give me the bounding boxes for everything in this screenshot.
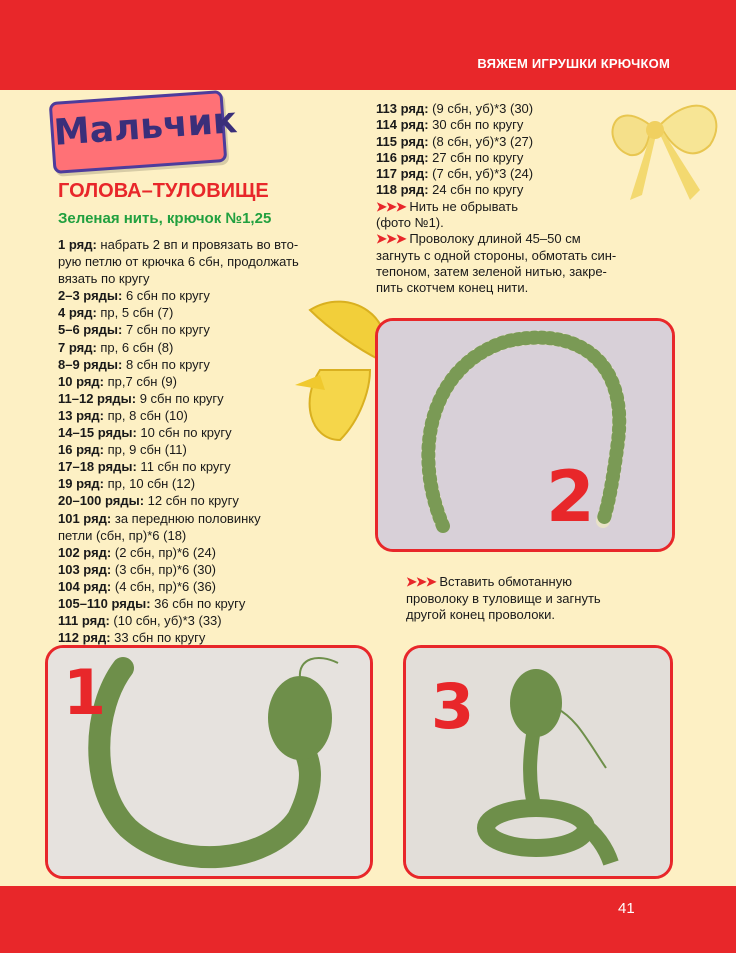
row-text: 8 сбн по кругу [122,356,210,372]
row-text: 33 сбн по кругу [110,630,206,646]
instruction-row [376,117,696,133]
row-label: 104 ряд: [58,578,112,594]
note-1 [376,199,696,232]
instruction-row [58,287,358,304]
row-label: 1 ряд: [58,237,97,252]
arrow-icon: ➤➤➤ [376,198,406,214]
badge-label: Мальчик [52,100,239,154]
note-2-line-2: загнуть с одной стороны, обмотать син- [376,247,617,263]
arrow-icon: ➤➤➤ [376,231,406,247]
row-text: 27 сбн по кругу [428,149,524,165]
instruction-row [58,373,358,390]
row-label: 111 ряд: [58,613,110,629]
row-text: (7 сбн, уб)*3 (24) [428,166,534,182]
instruction-row [376,182,696,198]
instruction-row [58,236,358,253]
instruction-row [58,356,358,373]
header-title: ВЯЖЕМ ИГРУШКИ КРЮЧКОМ [477,56,670,71]
row-label: 13 ряд: [58,407,105,423]
wire-frame-image [378,321,672,549]
row-text: 36 сбн по кругу [150,595,246,611]
row-text: 10 сбн по кругу [136,425,232,441]
row-label: 20–100 ряды: [58,493,145,509]
row-label: 113 ряд: [376,101,429,116]
photo-3-number: 3 [431,670,475,743]
header-bar [0,0,736,90]
row-text: 24 сбн по кругу [428,182,524,198]
row-label: 11–12 ряды: [58,390,137,406]
page-number: 41 [618,900,635,917]
instruction-row [58,304,358,321]
instruction-row [58,492,358,509]
instruction-row [58,407,358,424]
row-text: за переднюю половинку [111,510,261,526]
instruction-rows-left [58,236,358,646]
row-label: 116 ряд: [376,149,429,165]
row-text: (9 сбн, уб)*3 (30) [428,101,534,116]
row-label: 101 ряд: [58,510,112,526]
footer-bar [0,886,736,953]
row-label: 16 ряд: [58,442,105,458]
note-3 [406,574,706,624]
row-text: рую петлю от крючка 6 сбн, продолжать [58,254,299,270]
row-label: 17–18 ряды: [58,459,137,475]
row-text: (10 сбн, уб)*3 (33) [109,613,222,629]
photo-1-number: 1 [63,656,107,729]
row-text: пр, 5 сбн (7) [96,305,174,321]
instruction-row [58,390,358,407]
row-text: петли (сбн, пр)*6 (18) [58,527,187,543]
row-label: 4 ряд: [58,305,97,321]
row-label: 102 ряд: [58,544,112,560]
row-label: 2–3 ряды: [58,288,123,304]
row-text: вязать по кругу [58,271,150,287]
instruction-row [58,612,358,629]
instruction-row [58,578,358,595]
note-2-line-3: тепоном, затем зеленой нитью, закре- [376,263,607,279]
photo-1-body [45,645,373,879]
row-text: пр, 10 сбн (12) [104,476,196,492]
instruction-row [376,166,696,182]
instruction-row [376,134,696,150]
row-text: пр, 6 сбн (8) [96,339,174,355]
row-text: пр, 8 сбн (10) [104,407,188,423]
row-text: набрать 2 вп и провязать во вто- [96,237,299,252]
note-2 [376,231,696,296]
instruction-rows-right [376,101,696,199]
title-badge [49,90,239,174]
row-text: 9 сбн по кругу [136,390,224,406]
row-label: 19 ряд: [58,476,105,492]
row-label: 105–110 ряды: [58,595,151,611]
instruction-row [58,441,358,458]
instruction-row [58,475,358,492]
row-text: (2 сбн, пр)*6 (24) [111,544,216,560]
row-text: 7 сбн по кругу [122,322,210,338]
row-text: 12 сбн по кругу [144,493,239,509]
row-text: (4 сбн, пр)*6 (36) [111,578,216,594]
section-title: ГОЛОВА–ТУЛОВИЩЕ [58,180,269,202]
photo-2-wire-frame [375,318,675,552]
row-label: 8–9 ряды: [58,356,123,372]
row-text: (8 сбн, уб)*3 (27) [428,133,534,149]
note-1-line-1: Нить не обрывать [409,198,519,214]
instruction-column-right [376,101,696,297]
photo-3-assembled [403,645,673,879]
note-1-line-2: (фото №1). [376,215,444,231]
instruction-row [376,101,696,117]
row-label: 5–6 ряды: [58,322,123,338]
row-label: 118 ряд: [376,182,429,198]
instruction-row [58,321,358,338]
row-text: 30 сбн по кругу [428,117,524,133]
instruction-row [376,150,696,166]
note-3-line-2: проволоку в туловище и загнуть [406,590,601,606]
note-2-line-4: пить скотчем конец нити. [376,280,529,296]
row-label: 112 ряд: [58,630,111,646]
row-label: 103 ряд: [58,561,112,577]
row-text: пр, 9 сбн (11) [104,442,187,458]
row-label: 117 ряд: [376,166,429,182]
instruction-row [58,339,358,356]
instruction-row [58,629,358,646]
photo-2-number: 2 [546,456,595,538]
note-3-line-3: другой конец проволоки. [406,607,555,622]
instruction-row [58,458,358,475]
instruction-row [58,561,358,578]
instruction-row [58,424,358,441]
instruction-row [58,510,358,527]
row-label: 14–15 ряды: [58,425,137,441]
instruction-row [58,595,358,612]
row-label: 114 ряд: [376,117,429,133]
row-text: 6 сбн по кругу [122,288,210,304]
section-subtitle: Зеленая нить, крючок №1,25 [58,210,272,227]
row-label: 115 ряд: [376,133,429,149]
row-text: пр,7 сбн (9) [104,373,177,389]
row-text: (3 сбн, пр)*6 (30) [111,561,216,577]
row-text: 11 сбн по кругу [136,459,231,475]
arrow-icon: ➤➤➤ [406,574,436,589]
row-label: 10 ряд: [58,373,105,389]
instruction-row [58,253,358,270]
instruction-row [58,544,358,561]
instruction-row [58,270,358,287]
note-2-line-1: Проволоку длиной 45–50 см [409,231,581,247]
note-3-line-1: Вставить обмотанную [439,574,572,589]
instruction-row [58,527,358,544]
row-label: 7 ряд: [58,339,97,355]
